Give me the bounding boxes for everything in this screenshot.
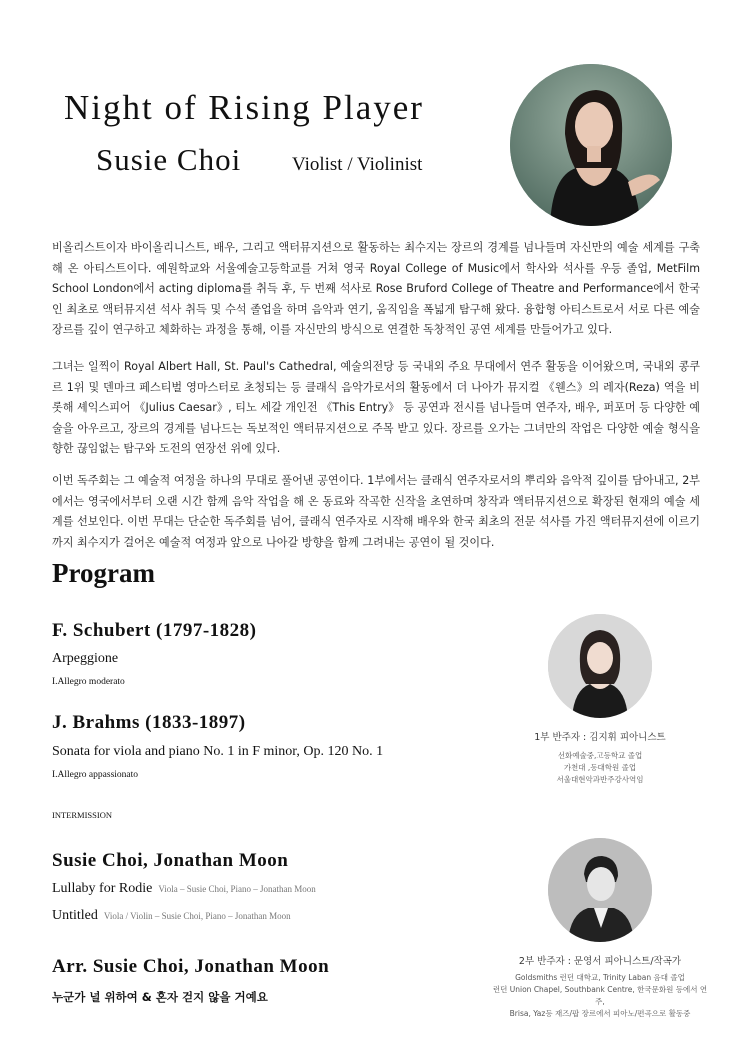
pianist1-detail-2: 가천대 ,동대학원 졸업 xyxy=(563,763,637,772)
pianist2-detail-1: Goldsmiths 런던 대학교, Trinity Laban 음대 졸업 xyxy=(515,973,685,982)
pianist1-label: 1부 반주자 : 김지휘 피아니스트 xyxy=(534,732,666,743)
work-arpeggione: Arpeggione xyxy=(52,651,119,666)
intermission-label: INTERMISSION xyxy=(52,810,112,820)
pianist2-image xyxy=(548,838,652,942)
composer-brahms: J. Brahms (1833-1897) xyxy=(52,712,246,733)
pianist1-photo xyxy=(548,614,652,718)
pianist1-detail-1: 선화예술중,고등학교 졸업 xyxy=(557,751,643,760)
performer-portrait xyxy=(510,64,672,226)
work-arrangement: 누군가 널 위하여 & 혼자 걷지 않을 거예요 xyxy=(52,990,268,1004)
movement-brahms: I.Allegro appassionato xyxy=(52,770,139,780)
lullaby-credit: Viola – Susie Choi, Piano – Jonathan Moon xyxy=(158,884,316,894)
program-heading: Program xyxy=(52,558,155,588)
bio-paragraph-2: 그녀는 일찍이 Royal Albert Hall, St. Paul's Cathedral, 예술의전당 등 국내외 주요 무대에서 연주 활동을 이어왔으며, 국내외 콩쿠르 1위 및 덴마크 페스티벌 영마스터로 초청되는 등 클래식 음악가로서의 활동에서 더 나아가 뮤지컬 《웬스》의 레자(Reza) 역을 비롯해 셰익스피어 《Julius Caesar》, 티노 세갈 개인전 《This Entry》 등 공연과 전시를 넘나들며 연주자, 배우, 퍼포머 등 다양한 예술을 아우르고, 장르의 경계를 넘나드는 독보적인 액터뮤지션으로 주목 받고 있다. 장르를 오가는 그녀만의 작업은 다양한 예술 형식을 향한 끊임없는 탐구와 도전의 연장선 위에 있다. xyxy=(52,360,701,455)
work-brahms-sonata: Sonata for viola and piano No. 1 in F minor, Op. 120 No. 1 xyxy=(52,744,384,759)
pianist2-label: 2부 반주자 : 문영서 피아니스트/작곡가 xyxy=(518,956,682,967)
pianist1-detail-3: 서울대현악과반주강사역임 xyxy=(556,775,644,784)
pianist2-details xyxy=(490,972,710,1020)
composer-duo: Susie Choi, Jonathan Moon xyxy=(52,850,289,871)
pianist2-detail-2: 런던 Union Chapel, Southbank Centre, 한국문화원 등에서 연주, xyxy=(492,985,708,1006)
pianist1-image xyxy=(548,614,652,718)
performer-name: Susie Choi xyxy=(96,142,242,177)
work-untitled xyxy=(52,908,291,924)
composer-arrangement: Arr. Susie Choi, Jonathan Moon xyxy=(52,956,330,977)
work-lullaby xyxy=(52,881,316,897)
pianist2-detail-3: Brisa, Yaz등 재즈/팝 장르에서 피아노/편곡으로 활동중 xyxy=(509,1009,691,1018)
portrait-image xyxy=(510,64,672,226)
performer-role: Violist / Violinist xyxy=(292,154,423,175)
lullaby-title: Lullaby for Rodie xyxy=(52,881,153,896)
movement-schubert: I.Allegro moderato xyxy=(52,677,125,687)
untitled-title: Untitled xyxy=(52,908,98,923)
bio-paragraph-1: 비올리스트이자 바이올리니스트, 배우, 그리고 액터뮤지션으로 활동하는 최수지는 장르의 경계를 넘나들며 자신만의 예술 세계를 구축해 온 아티스트이다. 예원학교와 서울예술고등학교를 거쳐 영국 Royal College of Music에서 학사와 석사를 우등 졸업, MetFilm School London에서 acting diploma를 취득 후, 두 번째 석사로 Rose Bruford College of Theatre and Performance에서 한국인 최초로 액터뮤지션 석사 취득 및 수석 졸업을 하며 음악과 연기, 움직임을 폭넓게 탐구해 왔다. 융합형 아티스트로서 서로 다른 예술 장르를 깊이 연구하고 체화하는 과정을 통해, 이를 자신만의 방식으로 연결한 독창적인 공연 세계를 만들어가고 있다. xyxy=(52,241,700,336)
bio-paragraph-3: 이번 독주회는 그 예술적 여정을 하나의 무대로 풀어낸 공연이다. 1부에서는 클래식 연주자로서의 뿌리와 음악적 깊이를 담아내고, 2부에서는 영국에서부터 오랜 시간 함께 음악 작업을 해 온 동료와 작곡한 신작을 초연하며 창작과 액터뮤지션으로 확장된 현재의 예술 세계를 선보인다. 이번 무대는 단순한 독주회를 넘어, 클래식 연주자로 시작해 배우와 한국 최초의 전문 석사를 가진 액터뮤지션에 이르기까지 최수지가 걸어온 예술적 여정과 앞으로 나아갈 방향을 함께 그려내는 공연이 될 것이다. xyxy=(52,474,700,549)
untitled-credit: Viola / Violin – Susie Choi, Piano – Jonathan Moon xyxy=(103,911,291,921)
composer-schubert: F. Schubert (1797-1828) xyxy=(52,620,257,641)
pianist1-details xyxy=(500,750,700,786)
pianist2-photo xyxy=(548,838,652,942)
concert-title: Night of Rising Player xyxy=(64,88,424,127)
